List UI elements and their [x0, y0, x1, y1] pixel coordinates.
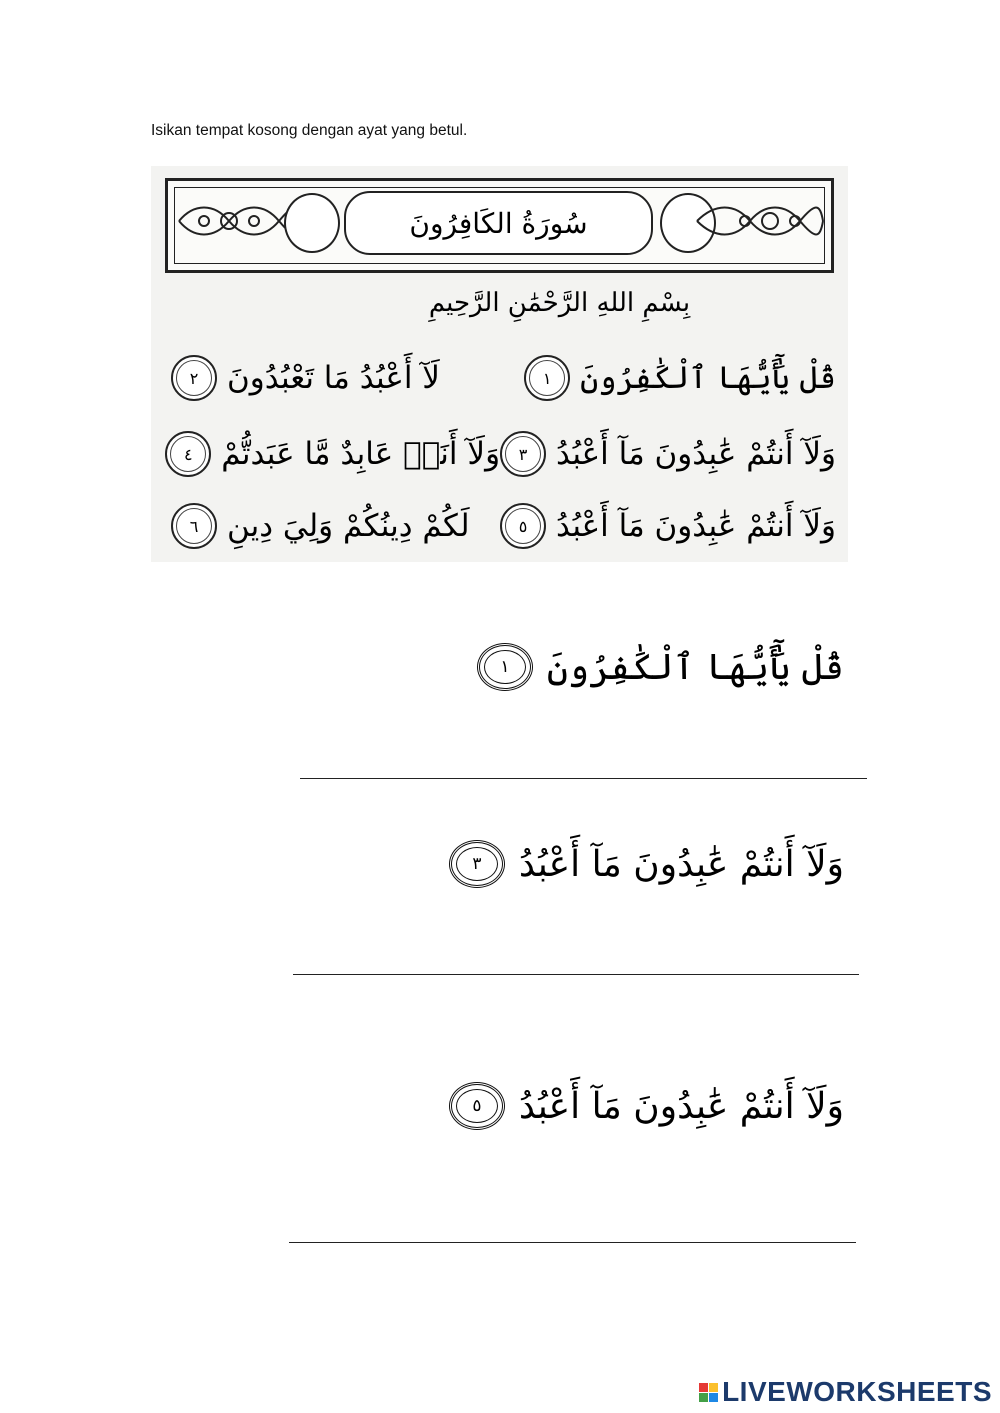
verse-number-marker: ٣ [449, 840, 505, 888]
basmala: بِسْمِ اللهِ الرَّحْمَٰنِ الرَّحِيمِ [428, 288, 691, 318]
ayah-number-marker: ٢ [171, 355, 217, 401]
ayah-text: وَلَآ أَنتُمْ عَٰبِدُونَ مَآ أَعْبُدُ [556, 508, 836, 544]
verse-text: قُلْ يَٰٓأَيُّهَا ٱلْكَٰفِرُونَ [546, 646, 844, 688]
logo-text: LIVEWORKSHEETS [722, 1376, 992, 1407]
verse-number-marker: ٥ [449, 1082, 505, 1130]
ayah-text: وَلَآ أَنَا۠ عَابِدٌ مَّا عَبَدتُّمْ [221, 436, 501, 472]
surah-image [151, 166, 848, 562]
ayah-text: لَكُمْ دِينُكُمْ وَلِيَ دِينِ [227, 508, 470, 544]
surah-title: سُورَةُ الكَافِرُونَ [409, 206, 588, 240]
exercise-verse-2 [449, 840, 844, 888]
ayah-text: قُلْ يَٰٓأَيُّهَا ٱلْكَٰفِرُونَ [580, 360, 836, 396]
exercise-verse-3 [449, 1082, 844, 1130]
answer-line-2[interactable] [293, 974, 859, 975]
ayah-line-3 [171, 500, 836, 552]
surah-title-cartouche [344, 191, 653, 255]
ayah-text: وَلَآ أَنتُمْ عَٰبِدُونَ مَآ أَعْبُدُ [556, 436, 836, 472]
left-circle-ornament [284, 193, 340, 253]
surah-header-frame [165, 178, 834, 273]
answer-line-1[interactable] [300, 778, 867, 779]
ayah-number-marker: ٤ [165, 431, 211, 477]
ayah-line-2 [171, 428, 836, 480]
liveworksheets-logo[interactable] [699, 1376, 992, 1408]
verse-text: وَلَآ أَنتُمْ عَٰبِدُونَ مَآ أَعْبُدُ [518, 843, 844, 885]
ayah-number-marker: ٦ [171, 503, 217, 549]
answer-line-3[interactable] [289, 1242, 856, 1243]
ayah-number-marker: ١ [524, 355, 570, 401]
instruction-text: Isikan tempat kosong dengan ayat yang betul. [151, 122, 468, 139]
verse-text: وَلَآ أَنتُمْ عَٰبِدُونَ مَآ أَعْبُدُ [518, 1085, 844, 1127]
ayah-number-marker: ٥ [500, 503, 546, 549]
ayah-number-marker: ٣ [500, 431, 546, 477]
ayah-text: لَآ أَعْبُدُ مَا تَعْبُدُونَ [227, 360, 440, 396]
verse-number-marker: ١ [477, 643, 533, 691]
ayah-line-1 [171, 352, 836, 404]
logo-mark-icon [699, 1383, 718, 1402]
exercise-verse-1 [477, 643, 844, 691]
right-knot-ornament [695, 201, 825, 241]
